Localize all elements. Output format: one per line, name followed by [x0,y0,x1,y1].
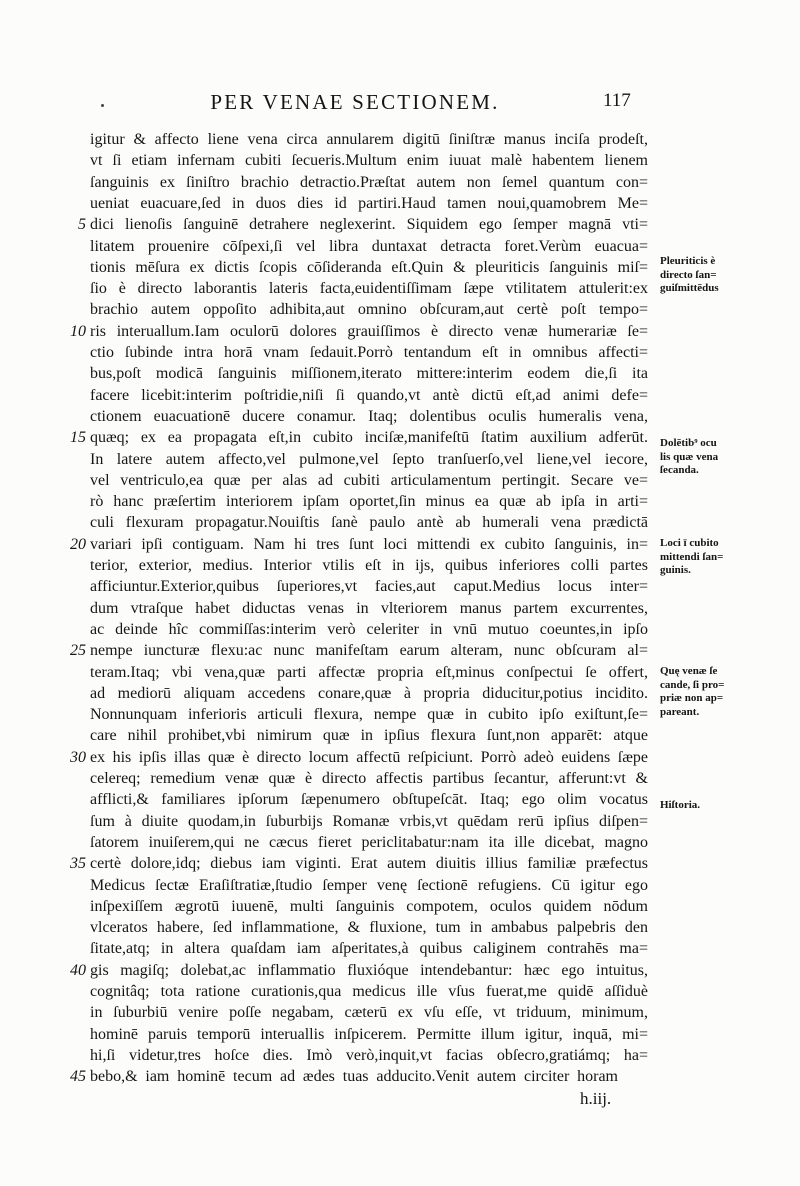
margin-note-line: directo ſan= [660,268,717,281]
page-number: 117 [603,90,631,111]
text-line: Medicus ſectæ Eraſiſtratiæ,ſtudio ſemper venę ſectionē refugiens. Cū igitur ego [90,876,648,894]
printer-mark [101,104,104,107]
margin-note-line: lis quæ vena [660,450,719,463]
line-number: 30 [70,748,86,766]
body-text [90,129,650,1089]
line-number: 35 [70,855,86,873]
text-line: cognitâq; tota ratione curationis,qua medicus ille vſus fuerat,me quidē aſſiduè [90,983,648,1000]
margin-note-line: Quę venæ ſe [660,665,718,677]
text-line: vel ventriculo,ea quæ per alas ad cubiti articulamentum pertingit. Secare ve= [90,471,648,489]
margin-note [660,255,719,296]
text-line: rò hanc præſertim interiorem ipſam oportet,ſin minus ea quæ ab ipſa in arti= [90,493,648,511]
margin-note-line: mittendi ſan= [660,550,724,563]
margin-note-line: pareant. [660,705,700,718]
text-line: quæq; ex ea propagata eſt,in cubito inciſæ,manifeſtū ſtatim auxilium adferūt. [90,429,648,447]
signature-mark: h.iij. [580,1089,612,1108]
text-line: vlceratos habere, ſed inflammatione, & fluxione, tum in ambabus palpebris den [90,919,648,937]
text-line: celereq; remedium venæ quæ è directo affectis partibus ſecantur, afferunt:vt & [90,770,648,787]
margin-note-line: priæ non ap= [660,692,724,704]
margin-note-line: guiſmittēdus [660,282,719,294]
line-number-column [40,129,86,1089]
text-line: ſanguinis ex ſiniſtro brachio detractio.Præſtat autem non ſemel quantum con= [90,173,648,191]
text-line: gis magiſq; dolebat,ac inflammatio fluxióque intendebantur: hæc ego intuitus, [90,961,648,979]
line-number: 40 [70,961,86,979]
text-line: ex his ipſis illas quæ è directo locum affectū reſpiciunt. Porrò adeò euidens ſæpe [90,748,648,766]
margin-note-line: Loci ī cubito [660,537,719,549]
text-line: hominē paruis temporū interuallis inſpicerem. Permitte illum igitur, inquā, mi= [90,1025,648,1043]
line-number: 10 [70,322,86,340]
line-number: 20 [70,535,86,553]
text-line: ris interuallum.Iam oculorū dolores grauiſſimos è directo venæ humerariæ ſe= [90,322,648,340]
margin-note-line: guinis. [660,564,691,576]
margin-note [660,437,718,478]
text-line: ac deinde hîc commiſſas:interim verò celeriter in vnū mutuo coeuntes,in ipſo [90,620,648,638]
line-number: 15 [70,429,86,447]
text-line: bus,poſt modicā ſanguinis miſſionem,iterato mittere:interim eodem die,ſi ita [90,365,648,383]
text-line: teram.Itaq; vbi vena,quæ parti affectæ propria eſt,minus conſpectui ſe offert, [90,663,648,681]
margin-notes [660,0,790,1186]
line-number: 25 [70,642,86,660]
text-line: ſum à diuite quodam,in ſuburbijs Romanæ vrbis,vt quēdam rerū ipſius diſpen= [90,812,648,830]
text-line: care nihil prohibet,vbi nimirum quæ in ipſius flexura ſunt,non apparēt: atque [90,727,648,745]
text-line: in ſuburbiū venire poſſe negabam, cæterū ex vſu eſſe, vt triduum, minimum, [90,1004,648,1022]
text-line: igitur & affecto liene vena circa annularem digitū ſiniſtræ manus inciſa prodeſt, [90,131,648,148]
running-title: PER VENAE SECTIONEM. [210,90,500,114]
text-line: ſitate,atq; in altera quaſdam iam aſperitates,à quibus caliginem contrahēs ma= [90,940,648,958]
text-line: ctio ſubinde intra horā vnam ſedauit.Porrò tentandum eſt in omnibus affecti= [90,344,648,361]
line-number: 45 [70,1068,86,1086]
text-line: litatem prouenire cōſpexi,ſi vel libra duntaxat detracta foret.Verùm euacua= [90,237,648,255]
text-line: dum vtraſque habet diductas venas in vlteriorem manus partem excurrentes, [90,599,648,617]
margin-note-line: Dolētib⁹ ocu [660,437,717,449]
margin-note [660,537,723,578]
text-line: nempe iuncturæ flexu:ac nunc manifeſtam earum alteram, nunc obſcuram al= [90,642,648,660]
text-line: vt ſi etiam infernam cubiti ſecueris.Multum enim iuuat malè habentem lienem [90,152,648,170]
text-line: In latere autem affecto,vel pulmone,vel ſepto tranſuerſo,vel liene,vel iecore, [90,450,648,468]
text-line: ueniat euacuare,ſed in duos dies id partiri.Haud tamen noui,quamobrem Me= [90,194,648,212]
text-line: terior, exterior, medius. Interior vtilis eſt in ijs, quibus inferiores colli partes [90,557,648,574]
text-line: ſatorem inuiſerem,qui ne cæcus fieret periclitabatur:nam ita ille dicebat, magno [90,833,648,851]
text-line: ſio è directo laborantis lateris facta,euidentiſſimam ſæpe vtilitatem attulerit:ex [90,280,648,298]
text-line: brachio autem oppoſito adhibita,aut omnino obſcuram,aut certè poſt tempo= [90,301,648,319]
text-line: afflicti,& familiares ipſorum ſæpenumero obſtupeſcāt. Itaq; ego olim vocatus [90,791,648,809]
line-number: 5 [78,216,86,234]
margin-note [660,665,724,719]
text-line: culi flexuram propagatur.Nouiſtis ſanè paulo antè ab humerali vena prædictā [90,514,648,532]
text-line: variari ipſi contiguam. Nam hi tres ſunt loci mittendi ex cubito ſanguinis, in= [90,535,648,553]
margin-note-line: ſecanda. [660,464,699,476]
text-line: tionis mēſura ex dictis ſcopis cōſideranda eſt.Quin & pleuriticis ſanguinis miſ= [90,258,648,276]
text-line: ad mediorū aliquam accedens conare,quæ à propria diducitur,potius incidito. [90,684,648,702]
text-line: Nonnunquam inferioris articuli flexura, nempe quæ in cubito ipſo exiſtunt,ſe= [90,706,648,724]
text-line: certè dolore,idq; diebus iam viginti. Erat autem diuitis illius familiæ præfectus [90,855,648,873]
text-line: bebo,& iam hominē tecum ad ædes tuas adducito.Venit autem circiter horam [90,1068,618,1086]
text-line: hi,ſi videtur,tres hoſce dies. Imò verò,inquit,vt facias obſecro,gratiámq; ha= [90,1046,648,1064]
margin-note-line: Pleuriticis è [660,255,716,267]
text-line: facere licebit:interim poſtridie,niſi ſi quando,vt antè dictū eſt,ad animi defe= [90,386,648,404]
text-line: afficiuntur.Exterior,quibus ſuperiores,vt facies,aut caput.Medius locus inter= [90,578,648,596]
margin-note-line: Hiſtoria. [660,799,701,811]
margin-note [660,799,700,813]
margin-note-line: cande, ſi pro= [660,678,725,691]
text-line: dici lienoſis ſanguinē detrahere neglexerint. Siquidem ego ſemper magnā vti= [90,216,648,234]
text-line: ctionem euacuationē ducere conamur. Itaq; dolentibus oculis humeralis vena, [90,407,648,425]
text-line: inſpexiſſem ægrotū iuuenē, multi ſanguinis compotem, oculos quidem nōdum [90,897,648,915]
